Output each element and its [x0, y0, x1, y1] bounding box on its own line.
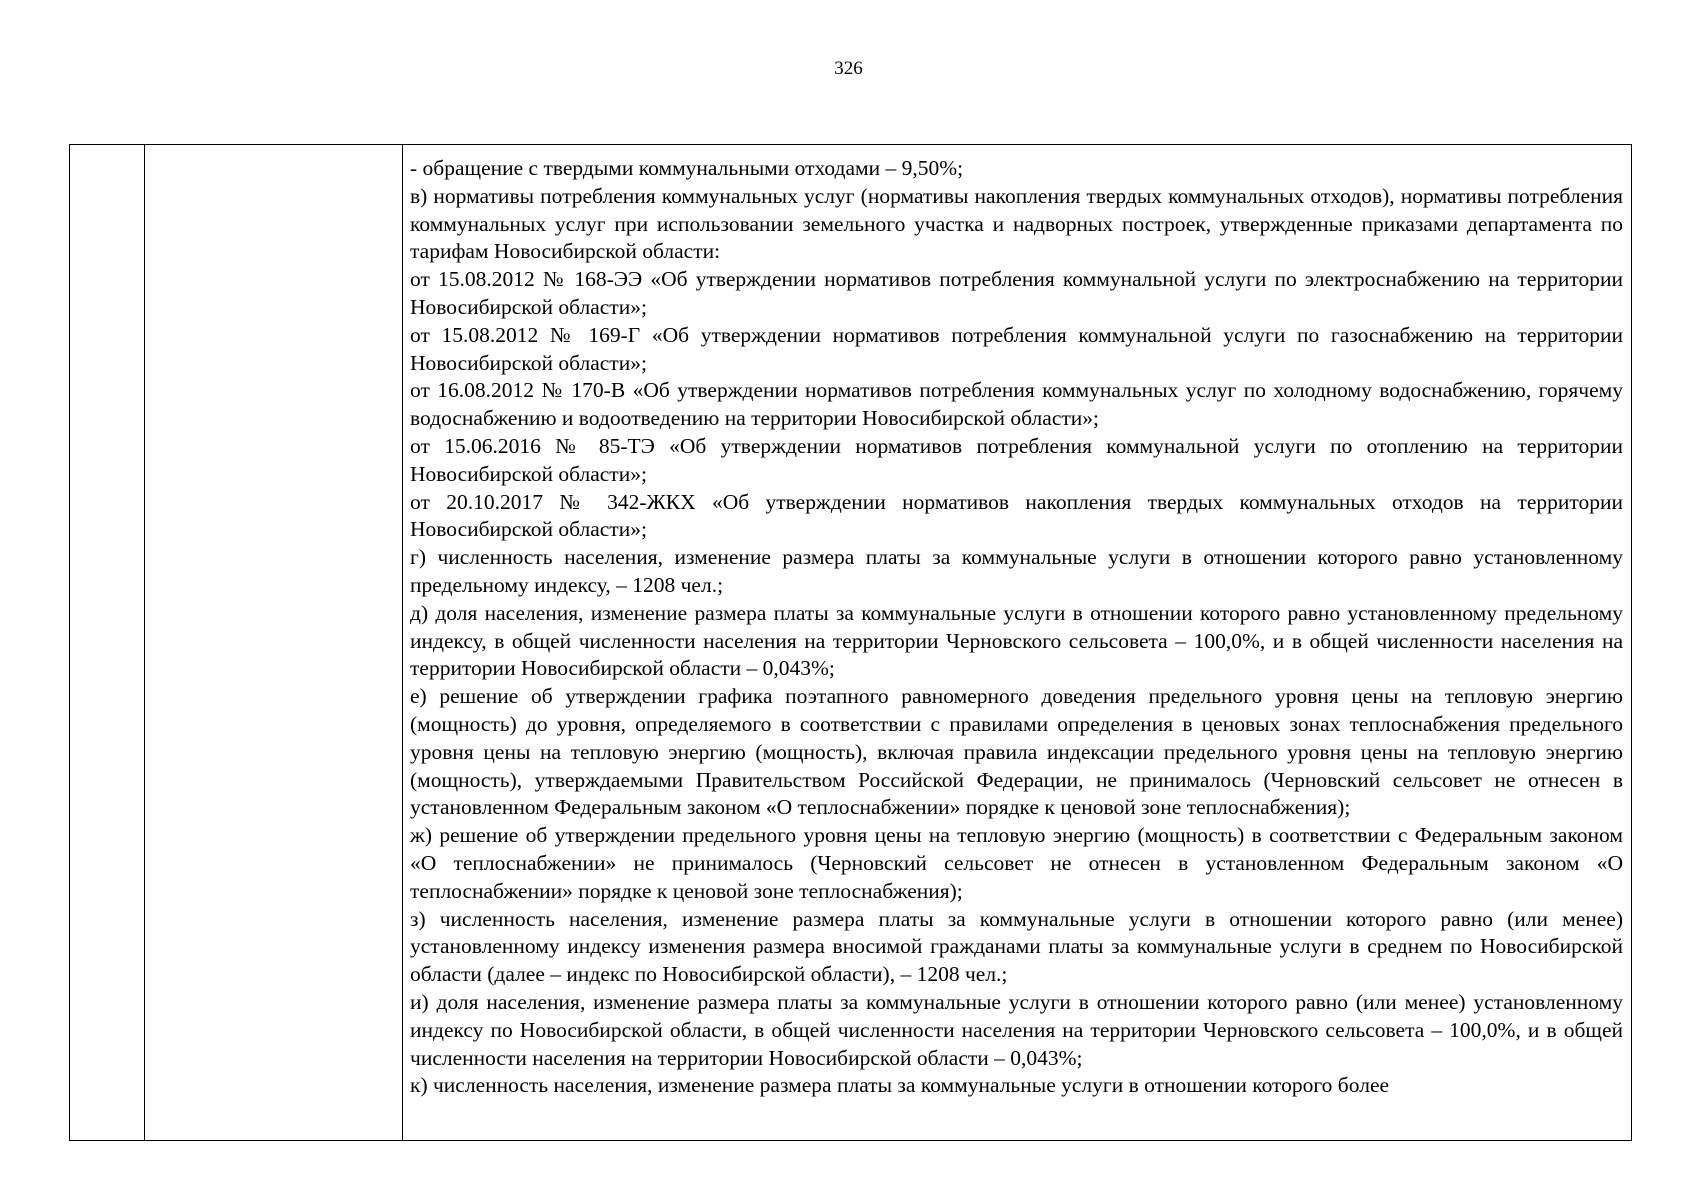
document-table [69, 144, 1632, 1141]
paragraph: в) нормативы потребления коммунальных услуг (нормативы накопления твердых коммунальных отходов), нормативы потребления коммунальных услуг при использовании земельного участка и надворных построек, утвержденные приказами департамента по тарифам Новосибирской области: [410, 183, 1623, 264]
paragraph: и) доля населения, изменение размера платы за коммунальные услуги в отношении которого равно (или менее) установленному индексу по Новосибирской области, в общей численности населения на территории Черновского сельсовета – 100,0%, и в общей численности населения на территории Новосибирской области – 0,043%; [410, 989, 1623, 1070]
paragraph: от 15.06.2016 № 85-ТЭ «Об утверждении нормативов потребления коммунальной услуги по отоплению на территории Новосибирской области»; [410, 433, 1623, 486]
paragraph: г) численность населения, изменение размера платы за коммунальные услуги в отношении которого равно установленному предельному индексу, – 1208 чел.; [410, 545, 1623, 597]
table-cell-content [403, 145, 1632, 1141]
paragraph: от 15.08.2012 № 168-ЭЭ «Об утверждении нормативов потребления коммунальной услуги по электроснабжению на территории Новосибирской области»; [410, 267, 1623, 319]
paragraph: - обращение с твердыми коммунальными отходами – 9,50%; [410, 156, 964, 180]
paragraph: от 20.10.2017 № 342-ЖКХ «Об утверждении нормативов накопления твердых коммунальных отходов на территории Новосибирской области»; [410, 489, 1623, 542]
page-number: 326 [834, 58, 863, 79]
paragraph: к) численность населения, изменение размера платы за коммунальные услуги в отношении которого более [410, 1073, 1390, 1098]
paragraph: от 15.08.2012 № 169-Г «Об утверждении нормативов потребления коммунальной услуги по газоснабжению на территории Новосибирской области»; [410, 322, 1623, 375]
paragraph: ж) решение об утверждении предельного уровня цены на тепловую энергию (мощность) в соответствии с Федеральным законом «О теплоснабжении» не принималось (Черновский сельсовет не отнесен в установленном Федеральным законом «О теплоснабжении» порядке к ценовой зоне теплоснабжения); [410, 823, 1623, 903]
paragraph: з) численность населения, изменение размера платы за коммунальные услуги в отношении которого равно (или менее) установленному индексу изменения размера вносимой гражданами платы за коммунальные услуги в среднем по Новосибирской области (далее – индекс по Новосибирской области), – 1208 чел.; [410, 906, 1623, 987]
paragraph: е) решение об утверждении графика поэтапного равномерного доведения предельного уровня цены на тепловую энергию (мощность) до уровня, определяемого в соответствии с правилами определения в ценовых зонах теплоснабжения предельного уровня цены на тепловую энергию (мощность), включая правила индексации предельного уровня цены на тепловую энергию (мощность), утверждаемыми Правительством Российской Федерации, не принималось (Черновский сельсовет не отнесен в установленном Федеральным законом «О теплоснабжении» порядке к ценовой зоне теплоснабжения); [410, 684, 1623, 820]
table-row [70, 145, 1632, 1141]
table-cell-number [70, 145, 145, 1141]
table-cell-name [145, 145, 403, 1141]
paragraph: от 16.08.2012 № 170-В «Об утверждении нормативов потребления коммунальных услуг по холодному водоснабжению, горячему водоснабжению и водоотведению на территории Новосибирской области»; [410, 378, 1623, 431]
paragraph: д) доля населения, изменение размера платы за коммунальные услуги в отношении которого равно установленному предельному индексу, в общей численности населения на территории Черновского сельсовета – 100,0%, и в общей численности населения на территории Новосибирской области – 0,043%; [410, 600, 1623, 681]
